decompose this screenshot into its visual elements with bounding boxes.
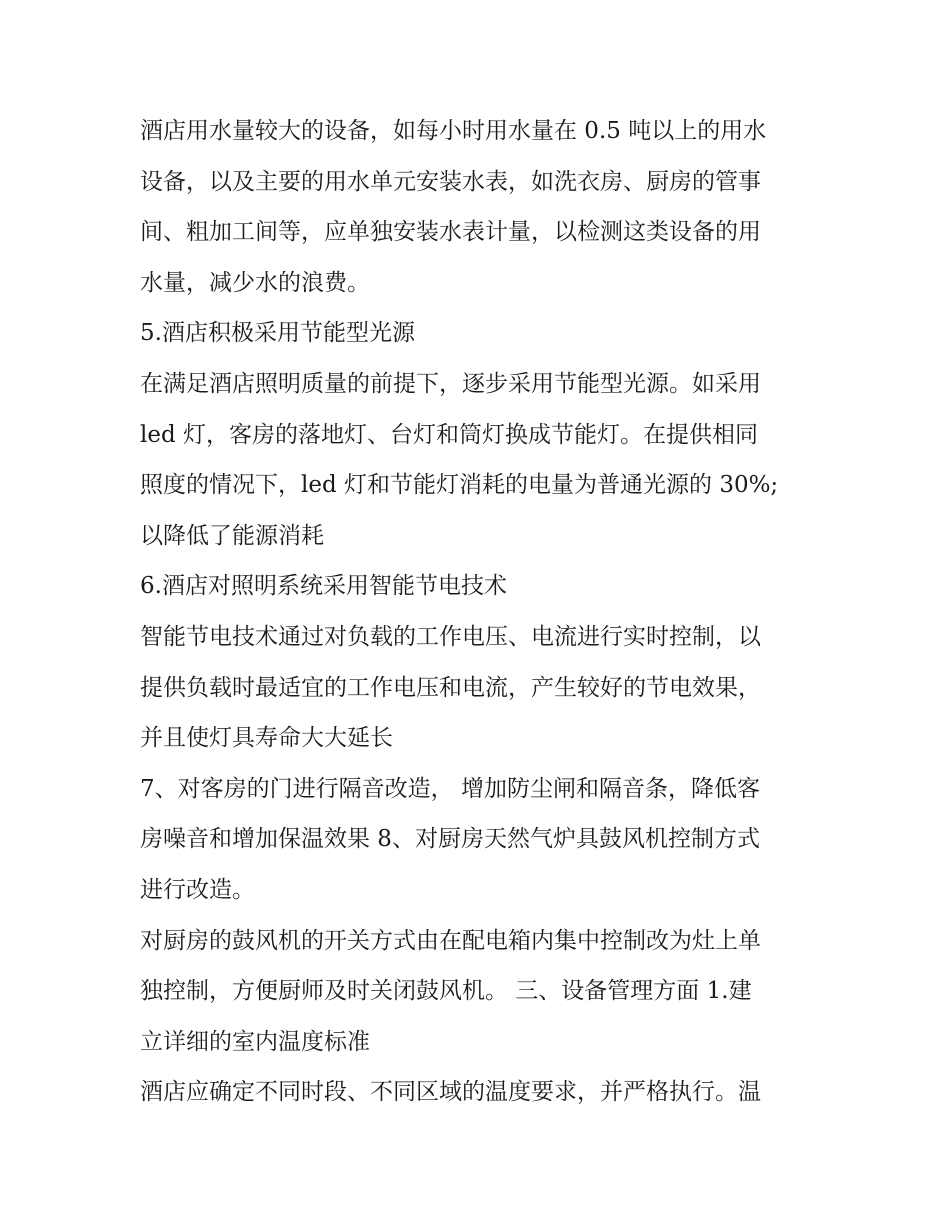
text-line: 进行改造。 [140, 876, 255, 903]
text-line: 提供负载时最适宜的工作电压和电流，产生较好的节电效果， [140, 674, 761, 701]
text-line: 在满足酒店照明质量的前提下，逐步采用节能型光源。如采用 [140, 370, 761, 397]
text-line: 设备，以及主要的用水单元安装水表，如洗衣房、厨房的管事 [140, 168, 761, 195]
text-line: 7、对客房的门进行隔音改造， 增加防尘闸和隔音条，降低客 [140, 775, 760, 802]
text-line: 独控制，方便厨师及时关闭鼓风机。 三、设备管理方面 1.建 [140, 978, 752, 1005]
text-line: 酒店用水量较大的设备，如每小时用水量在 0.5 吨以上的用水 [140, 118, 767, 144]
text-line: led 灯，客房的落地灯、台灯和筒灯换成节能灯。在提供相同 [140, 421, 759, 448]
text-line: 以降低了能源消耗 [140, 522, 324, 549]
text-line: 立详细的室内温度标准 [140, 1028, 370, 1055]
text-line: 智能节电技术通过对负载的工作电压、电流进行实时控制，以 [140, 623, 761, 650]
text-line: 对厨房的鼓风机的开关方式由在配电箱内集中控制改为灶上单 [140, 927, 761, 954]
document-body [140, 106, 820, 1118]
text-line: 水量，减少水的浪费。 [140, 269, 370, 296]
text-line: 并且使灯具寿命大大延长 [140, 725, 393, 752]
section-heading: 5.酒店积极采用节能型光源 [140, 320, 415, 347]
text-line: 房噪音和增加保温效果 8、对厨房天然气炉具鼓风机控制方式 [140, 826, 760, 853]
text-line: 照度的情况下，led 灯和节能灯消耗的电量为普通光源的 30%; [140, 472, 779, 499]
text-line: 酒店应确定不同时段、不同区域的温度要求，并严格执行。温 [140, 1079, 761, 1106]
section-heading: 6.酒店对照明系统采用智能节电技术 [140, 573, 507, 600]
text-line: 间、粗加工间等，应单独安装水表计量，以检测这类设备的用 [140, 219, 761, 246]
